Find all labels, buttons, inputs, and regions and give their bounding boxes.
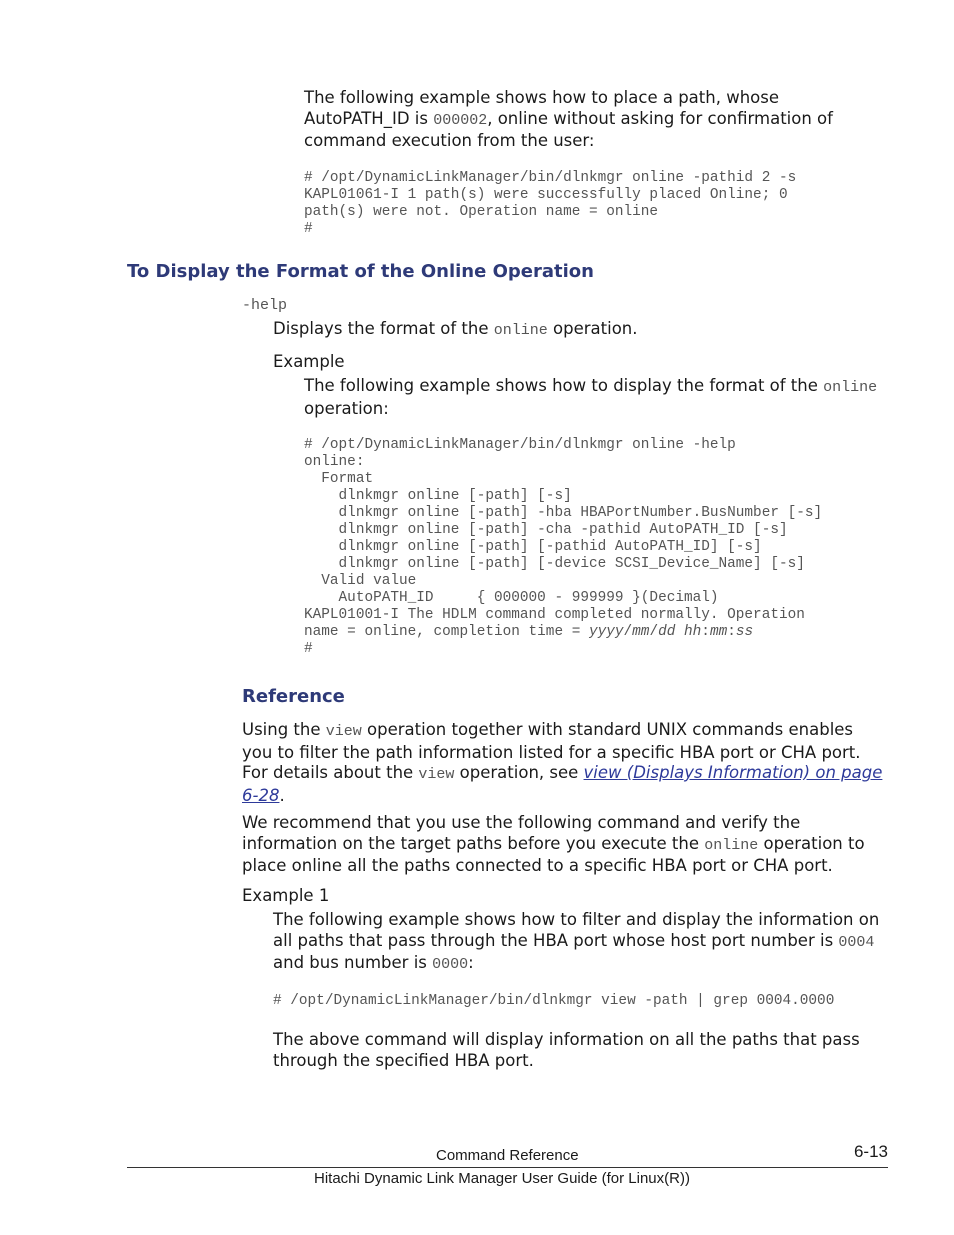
month-placeholder: mm	[632, 624, 650, 640]
code-line: Valid value	[304, 573, 417, 589]
example-1-description	[273, 910, 903, 976]
desc-text: Displays the format of the	[273, 319, 494, 338]
view-code: view	[418, 766, 455, 783]
minute-placeholder: mm	[709, 624, 728, 640]
day-placeholder: dd	[658, 624, 676, 640]
code-line: path(s) were not. Operation name = online	[304, 204, 659, 220]
reference-paragraph-1	[242, 720, 902, 806]
after-line: through the specified HBA port.	[273, 1050, 534, 1070]
reference-heading: Reference	[242, 686, 345, 707]
code-line: dlnkmgr online [-path] [-pathid AutoPATH_ID] [-s]	[304, 539, 762, 555]
online-code: online	[493, 322, 548, 339]
intro-line-3: command execution from the user:	[304, 131, 595, 150]
code-line: Format	[304, 471, 374, 487]
code-line: AutoPATH_ID { 000000 - 999999 }(Decimal)	[304, 590, 719, 606]
ex1-text: all paths that pass through the HBA port whose host port number is	[273, 930, 839, 950]
code-line: dlnkmgr online [-path] [-s]	[304, 488, 572, 504]
code-line: KAPL01001-I The HDLM command completed normally. Operation	[304, 607, 805, 623]
code-line: #	[304, 641, 313, 657]
help-description	[273, 319, 638, 342]
example-line-2: operation:	[304, 398, 389, 418]
view-reference-link[interactable]: view (Displays Information) on page	[583, 763, 883, 782]
ex1-line	[273, 931, 903, 954]
ref-line	[242, 720, 902, 743]
ref-line	[242, 763, 902, 786]
ref-text: operation, see	[454, 763, 584, 782]
code-line: # /opt/DynamicLinkManager/bin/dlnkmgr view -path | grep 0004.0000	[273, 993, 835, 1009]
autopath-id-code: 000002	[433, 111, 488, 129]
ex1-line	[273, 953, 903, 976]
online-code: online	[823, 379, 878, 396]
code-text: name = online, completion time =	[304, 624, 589, 640]
section-heading-display-format: To Display the Format of the Online Operation	[127, 261, 594, 282]
ex1-line: The following example shows how to filter and display the information on	[273, 910, 880, 929]
code-line: dlnkmgr online [-path] [-device SCSI_Device_Name] [-s]	[304, 556, 805, 572]
code-line-completion-time	[304, 624, 753, 640]
bus-number-code: 0000	[432, 956, 469, 973]
intro-line-1: The following example shows how to place a path, whose	[304, 88, 779, 107]
example-1-after	[273, 1030, 903, 1071]
footer-section-title: Command Reference	[436, 1147, 579, 1164]
code-line: KAPL01061-I 1 path(s) were successfully placed Online; 0	[304, 187, 788, 203]
reference-paragraph-2	[242, 813, 902, 877]
code-text	[675, 624, 684, 640]
view-reference-page-link[interactable]: 6-28	[242, 785, 280, 805]
ref-line	[242, 834, 902, 857]
code-line: #	[304, 221, 313, 237]
code-text: /	[623, 624, 633, 640]
example-text: The following example shows how to display the format of the	[304, 376, 824, 395]
code-block-online-help	[304, 437, 822, 658]
desc-text: operation.	[547, 319, 638, 338]
example-line-1	[304, 376, 904, 399]
ref-line	[242, 786, 902, 807]
code-text: /	[649, 624, 659, 640]
code-line: online:	[304, 454, 365, 470]
ref-text: operation together with standard UNIX commands enables	[361, 720, 854, 739]
ref-line: We recommend that you use the following command and verify the	[242, 813, 801, 832]
footer-rule	[127, 1167, 888, 1168]
ref-text: .	[279, 785, 285, 805]
intro-text: , online without asking for confirmation of	[487, 108, 833, 128]
code-line: # /opt/DynamicLinkManager/bin/dlnkmgr online -help	[304, 437, 736, 453]
ref-line: place online all the paths connected to a specific HBA port or CHA port.	[242, 856, 833, 875]
help-parameter: -help	[242, 297, 288, 314]
online-code: online	[704, 836, 759, 854]
code-line: # /opt/DynamicLinkManager/bin/dlnkmgr online -pathid 2 -s	[304, 170, 797, 186]
year-placeholder: yyyy	[588, 624, 624, 640]
ref-text: information on the target paths before you execute the	[242, 833, 705, 853]
code-text: :	[701, 624, 710, 640]
view-code: view	[325, 723, 362, 740]
code-block-view-grep	[273, 993, 834, 1010]
intro-paragraph	[304, 88, 904, 152]
ex1-text: :	[468, 953, 474, 972]
hour-placeholder: hh	[684, 624, 702, 640]
example-1-label: Example 1	[242, 886, 330, 905]
ex1-text: and bus number is	[273, 953, 433, 972]
example-label: Example	[273, 352, 345, 371]
code-text: :	[727, 624, 736, 640]
port-number-code: 0004	[838, 933, 875, 951]
code-line: dlnkmgr online [-path] -cha -pathid AutoPATH_ID [-s]	[304, 522, 788, 538]
code-block-online-s	[304, 170, 796, 238]
ref-text: For details about the	[242, 763, 419, 782]
example-description	[304, 376, 904, 419]
second-placeholder: ss	[735, 624, 754, 640]
ref-text: Using the	[242, 720, 326, 739]
after-line: The above command will display information on all the paths that pass	[273, 1030, 860, 1049]
ref-line: you to filter the path information listed for a specific HBA port or CHA port.	[242, 742, 861, 762]
code-line: dlnkmgr online [-path] -hba HBAPortNumber.BusNumber [-s]	[304, 505, 823, 521]
footer-page-number: 6-13	[853, 1142, 888, 1161]
intro-text: AutoPATH_ID is	[304, 108, 434, 128]
ref-text: operation to	[758, 833, 865, 853]
intro-line-2	[304, 109, 904, 132]
footer-guide-title: Hitachi Dynamic Link Manager User Guide (for Linux(R))	[314, 1170, 690, 1187]
